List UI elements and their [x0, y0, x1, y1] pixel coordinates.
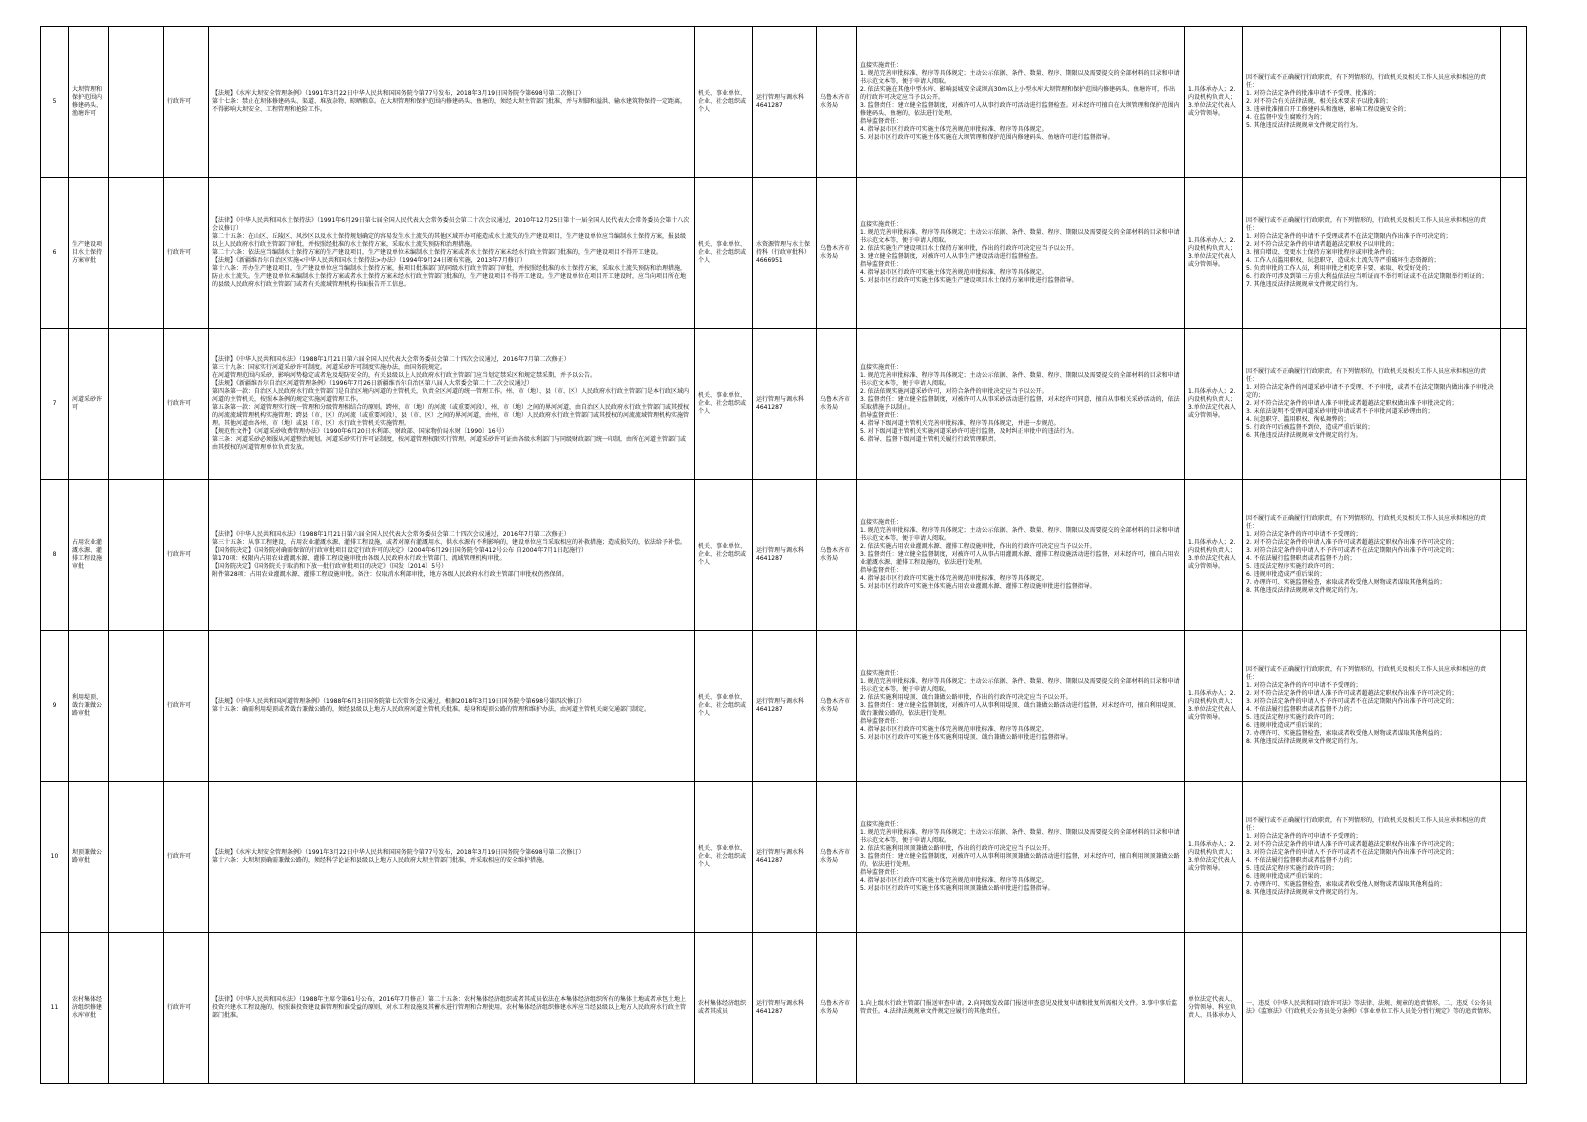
- responsible-person-cell: 1.具体承办人；2.内设机构负责人；3.单位法定代表人或分管领导。: [1185, 631, 1243, 782]
- text-line: 5. 对下级河道主管机关实施河道采砂许可进行监督，及时纠正审批中的违法行为。: [860, 428, 1078, 435]
- text-line: 第二十六条：依法应当编制水土保持方案的生产建设项目，生产建设单位未编制水土保持方案或者水土保持方案未经水行政主管部门批准的，生产建设项目不得开工建设。: [212, 249, 663, 256]
- implementing-agency-cell: 乌鲁木齐市水务局: [817, 27, 857, 178]
- text-line: 直接实施责任：: [860, 670, 903, 677]
- applicant-subject-cell: 机关、事业单位、企业、社会组织或个人: [695, 631, 753, 782]
- text-line: 2. 依法实施生产建设项目水土保持方案审批，作出的行政许可决定应当予以公开。: [860, 245, 1078, 252]
- text-line: 2. 对不符合法定条件的申请人准予许可或者超越法定职权作出准予许可决定的；: [1246, 539, 1458, 546]
- text-line: 5. 违反法定程序实施行政许可的；: [1246, 563, 1338, 570]
- serial-number-cell: 11: [41, 933, 69, 1084]
- text-line: 因不履行或不正确履行行政职责，有下列情形的，行政机关及相关工作人员应承担相应的责任：: [1246, 74, 1487, 89]
- legal-basis-cell: [209, 782, 695, 933]
- text-line: 指导监督责任：: [860, 869, 903, 876]
- serial-number-cell: 9: [41, 631, 69, 782]
- sub-item-cell: [109, 480, 164, 631]
- text-line: 5. 行政许可后被监督不到位，造成严重后果的；: [1246, 424, 1374, 431]
- text-line: 8. 其他违反法律法规规章文件规定的行为。: [1246, 587, 1362, 594]
- applicant-subject-cell: 机关、事业单位、企业、社会组织或个人: [695, 782, 753, 933]
- handling-department-cell: 运行管理与调水科 4641287: [753, 27, 817, 178]
- responsible-person-cell: 1.具体承办人；2.内设机构负责人；3.单位法定代表人或分管领导。: [1185, 178, 1243, 329]
- legal-basis-cell: [209, 178, 695, 329]
- text-line: 5. 对县市区行政许可实施主体实施利用坝顶兼做公路审批进行监督指导。: [860, 885, 1054, 892]
- table-row: [41, 178, 1527, 329]
- text-line: 附件第28项：占用农业灌溉水源、灌排工程设施审批。备注：仅取消水利部审批，地方各级人民政府水行政主管部门审批权仍然保留。: [212, 571, 568, 578]
- text-line: 【法规】《新疆维吾尔自治区实施<中华人民共和国水土保持法>办法》（1994年9月24日颁布实施，2013年7月修订）: [212, 257, 526, 264]
- text-line: 指导监督责任：: [860, 118, 903, 125]
- text-line: 指导监督责任：: [860, 567, 903, 574]
- text-line: 第170项：权限内占用农业灌溉水源、灌排工程设施审批由各级人民政府水行政主管部门、流域管理机构审批。: [212, 555, 506, 562]
- legal-basis-cell: [209, 480, 695, 631]
- text-line: 第十八条：开办生产建设项目，生产建设单位应当编制水土保持方案，报项目批准部门的同级水行政主管部门审批，并按照经批准的水土保持方案，采取水土流失预防和治理措施，防止水土流失。生产建设单位未编制水土保持方案或者水土保持方案未经水行政主管部门批准的，生产建设项目不得开工建设。生产建设单位在项目开工建设时，应当向项目所在地的县级人民政府水行政主管部门或者有关流域管理机构书面报告开工信息。: [212, 265, 687, 288]
- text-line: 4. 指导县市区行政许可实施主体完善规范审批标准、程序等具体规定。: [860, 726, 1048, 733]
- implementing-agency-cell: 乌鲁木齐市水务局: [817, 631, 857, 782]
- text-line: 3. 对符合法定条件的申请人不予许可或者不在法定期限内作出准予许可决定的；: [1246, 698, 1458, 705]
- table-row: [41, 933, 1527, 1084]
- item-name-cell: 河道采砂许可: [69, 329, 109, 480]
- text-line: 3. 对符合法定条件的申请人不予许可或者不在法定期限内作出准予许可决定的；: [1246, 547, 1458, 554]
- handling-department-cell: 运行管理与调水科 4641287: [753, 631, 817, 782]
- text-line: 3. 擅自增设、变更水土保持方案审批程序或审批条件的；: [1246, 249, 1398, 256]
- text-line: 4. 指导县市区行政许可实施主体完善规范审批标准、程序等具体规定。: [860, 126, 1048, 133]
- text-line: 第三十五条：从事工程建设，占用农业灌溉水源、灌排工程设施，或者对原有灌溉用水、供水水源有不利影响的，建设单位应当采取相应的补救措施；造成损失的，依法给予补偿。: [212, 539, 687, 546]
- text-line: 4. 不依法履行监督职责或者监督不力的；: [1246, 706, 1356, 713]
- text-line: 2. 依法依规实施河道采砂许可，对符合条件的审批决定应当予以公开。: [860, 388, 1048, 395]
- responsibility-cell: [857, 933, 1185, 1084]
- accountability-cell: [1243, 178, 1501, 329]
- text-line: 4. 指导县市区行政许可实施主体完善规范审批标准、程序等具体规定。: [860, 269, 1048, 276]
- text-line: 第十五条：确需利用堤顶或者戗台兼做公路的，须经县级以上地方人民政府河道主管机关批准。堤身和堤顶公路的管理和维护办法，由河道主管机关商交通部门制定。: [212, 706, 651, 713]
- text-line: 因不履行或不正确履行行政职责，有下列情形的，行政机关及相关工作人员应承担相应的责任：: [1246, 817, 1487, 832]
- table-row: [41, 782, 1527, 933]
- text-line: 4. 指导县市区行政许可实施主体完善规范审批标准、程序等具体规定。: [860, 877, 1048, 884]
- text-line: 因不履行或不正确履行行政职责，有下列情形的，行政机关及相关工作人员应承担相应的责任：: [1246, 666, 1487, 681]
- table-row: [41, 480, 1527, 631]
- remarks-cell: [1501, 631, 1527, 782]
- text-line: 1. 规范完善审批标准、程序等具体规定；主动公示依据、条件、数量、程序、期限以及需要提交的全部材料的目录和申请书示范文本等，便于申请人阅取。: [860, 829, 1180, 844]
- text-line: 指导监督责任：: [860, 261, 903, 268]
- text-line: 1. 对符合法定条件的许可申请不予受理的；: [1246, 833, 1362, 840]
- text-line: 5. 违反法定程序实施行政许可的；: [1246, 865, 1338, 872]
- text-line: 因不履行或不正确履行行政职责，有下列情形的，行政机关及相关工作人员应承担相应的责任：: [1246, 515, 1487, 530]
- text-line: 3. 监督责任：建立健全监督制度，对被许可人从事占用灌溉水源、灌排工程设施活动进行监督，对未经许可，擅自占用农业灌溉水源、灌排工程设施的，依法进行处理。: [860, 551, 1180, 566]
- text-line: 第五条第一款：河道管理实行统一管理和分级管理相结合的原则。跨州、市（地）的河流（或重要河段），州、市（地）之间的界河河道，由自治区人民政府水行政主管部门或其授权的河流流域管理机构实施管理；跨县（市、区）的河流（或重要河段），县（市、区）之间的界河河道，由州、市（地）人民政府水行政主管部门或其授权的河流流域管理机构实施管理。其他河道由各州、市（地）或县（市、区）水行政主管机关实施管理。: [212, 404, 690, 427]
- item-name-cell: 占用农业灌溉水源、灌排工程设施审批: [69, 480, 109, 631]
- responsibility-cell: [857, 480, 1185, 631]
- serial-number-cell: 8: [41, 480, 69, 631]
- text-line: 5. 对县市区行政许可实施主体实施占用农业灌溉水源、灌排工程设施审批进行监督指导。: [860, 583, 1096, 590]
- text-line: 直接实施责任：: [860, 364, 903, 371]
- text-line: 1. 对符合法定条件的批准申请不予受理、批准的；: [1246, 90, 1380, 97]
- handling-department-cell: 运行管理与调水科 4641287: [753, 933, 817, 1084]
- text-line: 【法律】《中华人民共和国水土保持法》（1991年6月29日第七届全国人民代表大会常务委员会第二十次会议通过，2010年12月25日第十一届全国人民代表大会常务委员会第十八次会议修订）: [212, 217, 690, 232]
- responsibility-cell: [857, 782, 1185, 933]
- applicant-subject-cell: 机关、事业单位、企业、社会组织或个人: [695, 178, 753, 329]
- text-line: 2. 对不符合法定条件的申请人准予许可或者超越法定职权作出准予许可决定的；: [1246, 690, 1458, 697]
- applicant-subject-cell: 机关、事业单位、企业、社会组织或个人: [695, 480, 753, 631]
- serial-number-cell: 6: [41, 178, 69, 329]
- sub-item-cell: [109, 178, 164, 329]
- implementing-agency-cell: 乌鲁木齐市水务局: [817, 933, 857, 1084]
- text-line: 4. 指导县市区行政许可实施主体完善规范审批标准、程序等具体规定。: [860, 575, 1048, 582]
- text-line: 3. 未依法说明不受理河道采砂审批申请或者不予审批河道采砂理由的；: [1246, 408, 1434, 415]
- implementing-agency-cell: 乌鲁木齐市水务局: [817, 178, 857, 329]
- handling-department-cell: 运行管理与调水科 4641287: [753, 782, 817, 933]
- text-line: 6. 违规审批造成严重后果的；: [1246, 873, 1326, 880]
- text-line: 【法规】《水库大坝安全管理条例》（1991年3月22日中华人民共和国国务院令第77号发布，2018年3月19日国务院令第698号第二次修订）: [212, 849, 585, 856]
- text-line: 直接实施责任：: [860, 62, 903, 69]
- responsible-person-cell: 1.具体承办人；2.内设机构负责人；3.单位法定代表人或分管领导。: [1185, 329, 1243, 480]
- text-line: 【法规】《中华人民共和国河道管理条例》（1988年6月3日国务院第七次常务会议通过，根据2018年3月19日国务院令第698号第四次修订）: [212, 698, 586, 705]
- text-line: 1. 对符合法定条件的河道采砂申请不予受理、不予审批，或者不在法定期限内做出准予审批决定的；: [1246, 384, 1494, 399]
- text-line: 第二十五条：在山区、丘陵区、风沙区以及水土保持规划确定的容易发生水土流失的其他区域开办可能造成水土流失的生产建设项目，生产建设单位应当编制水土保持方案，报县级以上人民政府水行政主管部门审批，并按照经批准的水土保持方案，采取水土流失预防和治理措施。: [212, 233, 687, 248]
- text-line: 5. 负责审批的工作人员，利用审批之机吃拿卡要、索取、收受好处的；: [1246, 265, 1434, 272]
- text-line: 2. 依法实施利用堤顶、戗台兼做公路审批，作出的行政许可决定应当予以公开。: [860, 694, 1072, 701]
- responsible-person-cell: 1.具体承办人；2.内设机构负责人；3.单位法定代表人或分管领导。: [1185, 782, 1243, 933]
- text-line: 5. 对县市区行政许可实施主体实施利用堤顶、戗台兼做公路审批进行监督指导。: [860, 734, 1072, 741]
- text-line: 第十七条：禁止在坝体修建码头、渠道、堆放杂物、晾晒粮草。在大坝管理和保护范围内修建码头、鱼塘的，须经大坝主管部门批准，并与坝脚和溢洪、输水建筑物保持一定距离，不得影响大坝安全、工程管理和抢险工作。: [212, 98, 687, 113]
- text-line: 第三条：河道采砂必须服从河道整治规划。河道采砂实行许可证制度，按河道管理权限实行管理。河道采砂许可证由各级水利部门与同级财政部门统一印制，由所在河道主管部门或由其授权的河道管理单位负责发放。: [212, 436, 687, 451]
- remarks-cell: [1501, 933, 1527, 1084]
- applicant-subject-cell: 机关、事业单位、企业、社会组织或个人: [695, 27, 753, 178]
- text-line: 【法规】《水库大坝安全管理条例》（1991年3月22日中华人民共和国国务院令第77号发布，2018年3月19日国务院令第698号第二次修订）: [212, 90, 585, 97]
- remarks-cell: [1501, 27, 1527, 178]
- text-line: 【国务院决定】《国务院对确需保留的行政审批项目设定行政许可的决定》（2004年6月29日国务院令第412号公布 自2004年7月1日起施行）: [212, 547, 587, 554]
- text-line: 3. 监督责任：建立健全监督制度，对被许可人从事利用坝顶兼做公路活动进行监督，对未经许可，擅自利用坝顶兼做公路的，依法进行处理。: [860, 853, 1180, 868]
- text-line: 6. 行政许可涉及到第三方重大利益依法应当听证而不举行听证或不在法定期限举行听证的；: [1246, 273, 1488, 280]
- text-line: 6. 其他违反法律法规规章文件规定的行为。: [1246, 432, 1362, 439]
- remarks-cell: [1501, 178, 1527, 329]
- sub-item-cell: [109, 782, 164, 933]
- text-line: 1. 规范完善审批标准、程序等具体规定；主动公示依据、条件、数量、程序、期限以及需要提交的全部材料的目录和申请书示范文本等，便于申请人阅取。: [860, 70, 1180, 85]
- responsibility-cell: [857, 631, 1185, 782]
- text-line: 第三十九条：国家实行河道采砂许可制度。河道采砂许可制度实施办法，由国务院规定。: [212, 364, 447, 371]
- text-line: 3. 监督责任：建立健全监督制度，对被许可人从事行政许可活动进行监督检查。对未经许可擅自在大坝管理和保护范围内修建码头、鱼塘的，依法进行处理。: [860, 102, 1180, 117]
- text-line: 8. 其他违反法律法规规章文件规定的行为。: [1246, 889, 1362, 896]
- remarks-cell: [1501, 782, 1527, 933]
- text-line: 5. 违反法定程序实施行政许可的；: [1246, 714, 1338, 721]
- applicant-subject-cell: 农村集体经济组织或者其成员: [695, 933, 753, 1084]
- text-line: 【国务院决定】《国务院关于取消和下放一批行政审批项目的决定》（国发〔2014〕5号）: [212, 563, 448, 570]
- accountability-cell: [1243, 480, 1501, 631]
- text-line: 4. 玩忽职守、滥用职权、徇私舞弊的；: [1246, 416, 1350, 423]
- accountability-cell: [1243, 27, 1501, 178]
- text-line: 4. 在监督中发生腐败行为的；: [1246, 114, 1326, 121]
- text-line: 指导监督责任：: [860, 412, 903, 419]
- responsible-person-cell: 1.具体承办人；2.内设机构负责人；3.单位法定代表人或分管领导。: [1185, 480, 1243, 631]
- item-type-cell: 行政许可: [164, 631, 209, 782]
- sub-item-cell: [109, 329, 164, 480]
- text-line: 第十六条：大坝坝顶确需兼做公路的，须经科学论证和县级以上地方人民政府大坝主管部门批准，并采取相应的安全维护措施。: [212, 857, 549, 864]
- text-line: 1. 对符合法定条件的许可申请不予受理的；: [1246, 682, 1362, 689]
- table-row: [41, 631, 1527, 782]
- text-line: 7. 办理许可、实施监督检查，索取或者收受他人财物或者谋取其他利益的；: [1246, 579, 1446, 586]
- accountability-cell: [1243, 631, 1501, 782]
- text-line: 6. 违规审批造成严重后果的；: [1246, 571, 1326, 578]
- text-line: 1. 规范完善审批标准、程序等具体规定；主动公示依据、条件、数量、程序、期限以及需要提交的全部材料的目录和申请书示范文本等，便于申请人阅取。: [860, 229, 1180, 244]
- text-line: 【法律】《中华人民共和国水法》（1988年主席令第61号公布，2016年7月修正）第二十五条：农村集体经济组织或者其成员依法在本集体经济组织所有的集体土地或者承包土地上投资兴建水工程设施的，按照谁投资建设谁管理和谁受益的原则，对水工程设施及其蓄水进行管理和合理使用。农村集体经济组织修建水库应当经县级以上地方人民政府水行政主管部门批准。: [212, 996, 687, 1019]
- text-line: 2. 对不符合法定条件的申请人准予许可或者超越法定职权作出准予许可决定的；: [1246, 841, 1458, 848]
- text-line: 1. 规范完善审批标准、程序等具体规定；主动公示依据、条件、数量、程序、期限以及需要提交的全部材料的目录和申请书示范文本等，便于申请人阅取。: [860, 678, 1180, 693]
- text-line: 【法律】《中华人民共和国水法》（1988年1月21日第六届全国人民代表大会常务委员会第二十四次会议通过，2016年7月第二次修正）: [212, 531, 570, 538]
- accountability-cell: [1243, 782, 1501, 933]
- text-line: 7. 办理许可、实施监督检查，索取或者收受他人财物或者谋取其他利益的；: [1246, 730, 1446, 737]
- text-line: 7. 其他违反法律法规规章文件规定的行为。: [1246, 281, 1362, 288]
- text-line: 8. 其他违反法律法规规章文件规定的行为。: [1246, 738, 1362, 745]
- handling-department-cell: 水资源管理与水土保持科（行政审批科）4666951: [753, 178, 817, 329]
- responsibility-cell: [857, 178, 1185, 329]
- applicant-subject-cell: 机关、事业单位、企业、社会组织或个人: [695, 329, 753, 480]
- serial-number-cell: 10: [41, 782, 69, 933]
- text-line: 直接实施责任：: [860, 519, 903, 526]
- responsibility-cell: [857, 27, 1185, 178]
- text-line: 2. 依法实施占用农业灌溉水源、灌排工程设施审批，作出的行政许可决定应当予以公开。: [860, 543, 1096, 550]
- text-line: 4. 不依法履行监督职责或者监督不力的；: [1246, 857, 1356, 864]
- text-line: 在河道管理范围内采砂，影响河势稳定或者危及堤防安全的，有关县级以上人民政府水行政主管部门应当划定禁采区和规定禁采期，并予以公告。: [212, 372, 597, 379]
- item-type-cell: 行政许可: [164, 27, 209, 178]
- legal-basis-cell: [209, 631, 695, 782]
- text-line: 第四条第一款：自治区人民政府水行政主管部门是自治区境内河道的主管机关，负责全区河道的统一管理工作。州、市（地）、县（市、区）人民政府水行政主管部门是本行政区域内河道的主管机关，按照本条例的规定实施河道管理工作。: [212, 388, 690, 403]
- serial-number-cell: 5: [41, 27, 69, 178]
- text-line: 4. 不依法履行监督职责或者监督不力的；: [1246, 555, 1356, 562]
- text-line: 2. 对不符合有关法律法规、相关技术要求予以批准的；: [1246, 98, 1392, 105]
- text-line: 因不履行或不正确履行行政职责，有下列情形的，行政机关及相关工作人员应承担相应的责任：: [1246, 217, 1487, 232]
- legal-basis-cell: [209, 329, 695, 480]
- text-line: 3. 违章批准擅自开工修建码头和渔塘，影响工程设施安全的；: [1246, 106, 1410, 113]
- text-line: 3. 对符合法定条件的申请人不予许可或者不在法定期限内作出准予许可决定的；: [1246, 849, 1458, 856]
- text-line: 5. 对县市区行政许可实施主体实施生产建设项目水土保持方案审批进行监督指导。: [860, 277, 1078, 284]
- text-line: 【法律】《中华人民共和国水法》（1988年1月21日第六届全国人民代表大会常务委员会第二十四次会议通过，2016年7月第二次修正）: [212, 356, 570, 363]
- text-line: 6. 违规审批造成严重后果的；: [1246, 722, 1326, 729]
- text-line: 1. 规范完善审批标准、程序等具体规定；主动公示依据、条件、数量、程序、期限以及需要提交的全部材料的目录和申请书示范文本等，便于申请人阅取。: [860, 372, 1180, 387]
- text-line: 3. 监督责任：建立健全监督制度，对被许可人从事采砂活动进行监督，对未经许可同意，擅自从事相关采砂活动的，依法采取措施予以制止。: [860, 396, 1180, 411]
- text-line: 1. 对符合法定条件的许可申请不予受理的；: [1246, 531, 1362, 538]
- item-type-cell: 行政许可: [164, 178, 209, 329]
- item-type-cell: 行政许可: [164, 329, 209, 480]
- handling-department-cell: 运行管理与调水科 4641287: [753, 480, 817, 631]
- responsibility-cell: [857, 329, 1185, 480]
- text-line: 3. 监督责任：建立健全监督制度，对被许可人从事利用堤顶、戗台兼做公路活动进行监督，对未经许可，擅自利用堤顶、戗台兼做公路的，依法进行处理。: [860, 702, 1180, 717]
- item-name-cell: 大坝管理和保护范围内修建码头、渔塘许可: [69, 27, 109, 178]
- accountability-cell: [1243, 329, 1501, 480]
- sub-item-cell: [109, 631, 164, 782]
- text-line: 5. 其他违反法律法规规章文件规定的行为。: [1246, 122, 1362, 129]
- table-row: [41, 27, 1527, 178]
- text-line: 4. 工作人员滥用职权、玩忽职守，造成水土流失等严重破坏生态资源的；: [1246, 257, 1440, 264]
- text-line: 6. 指导、监督下级河道主管机关履行行政管理职责。: [860, 436, 1000, 443]
- text-line: 直接实施责任：: [860, 221, 903, 228]
- legal-basis-cell: [209, 933, 695, 1084]
- item-type-cell: 行政许可: [164, 480, 209, 631]
- text-line: 1. 对符合法定条件的申请不予受理或者不在法定期限内作出准予许可决定的；: [1246, 233, 1452, 240]
- text-line: 7. 办理许可、实施监督检查，索取或者收受他人财物或者谋取其他利益的；: [1246, 881, 1446, 888]
- item-type-cell: 行政许可: [164, 782, 209, 933]
- table-row: [41, 329, 1527, 480]
- text-line: 指导监督责任：: [860, 718, 903, 725]
- text-line: 2. 依法实施在其他中型水库、影响县城安全或坝高30m以上小型水库大坝管理和保护范围内修建码头、鱼塘许可，作出的行政许可决定应当予以公开。: [860, 86, 1176, 101]
- text-line: 因不履行或不正确履行行政职责，有下列情形的，行政机关及相关工作人员应承担相应的责任：: [1246, 368, 1487, 383]
- item-name-cell: 生产建设项目水土保持方案审批: [69, 178, 109, 329]
- text-line: 直接实施责任：: [860, 821, 903, 828]
- responsible-person-cell: 单位法定代表人、分管领导、科室负责人、具体承办人: [1185, 933, 1243, 1084]
- text-line: 2. 对不符合法定条件的申请者超越法定职权予以审批的；: [1246, 241, 1398, 248]
- responsible-person-cell: 1.具体承办人；2.内设机构负责人；3.单位法定代表人或分管领导。: [1185, 27, 1243, 178]
- accountability-cell: [1243, 933, 1501, 1084]
- text-line: 【规范性文件】《河道采砂收费管理办法》（1990年6月20日水利部、财政部、国家物价局水财〔1990〕16号）: [212, 428, 508, 435]
- handling-department-cell: 运行管理与调水科 4641287: [753, 329, 817, 480]
- text-line: 【法规】《新疆维吾尔自治区河道管理条例》（1996年7月26日新疆维吾尔自治区第八届人大常委会第二十二次会议通过）: [212, 380, 533, 387]
- text-line: 4. 指导下级河道主管机关完善审批标准、程序等具体规定，并进一步规范。: [860, 420, 1060, 427]
- sub-item-cell: [109, 933, 164, 1084]
- text-line: 2. 依法实施利用坝顶兼做公路审批，作出的行政许可决定应当予以公开。: [860, 845, 1054, 852]
- text-line: 1. 规范完善审批标准、程序等具体规定；主动公示依据、条件、数量、程序、期限以及需要提交的全部材料的目录和申请书示范文本等，便于申请人阅取。: [860, 527, 1180, 542]
- implementing-agency-cell: 乌鲁木齐市水务局: [817, 782, 857, 933]
- implementing-agency-cell: 乌鲁木齐市水务局: [817, 480, 857, 631]
- text-line: 2. 对不符合法定条件的申请人准予审批或者超越法定职权做出准予审批决定的；: [1246, 400, 1458, 407]
- text-line: 3. 建立健全监督制度，对被许可人从事生产建设活动进行监督检查。: [860, 253, 1042, 260]
- serial-number-cell: 7: [41, 329, 69, 480]
- text-line: 1.向上级水行政主管部门报送审查申请。2.向同级发改部门报送审查意见及批复申请和批复所需相关文件。3.事中事后监管责任。4.法律法规规章文件规定应履行的其他责任。: [860, 1000, 1178, 1015]
- implementing-agency-cell: 乌鲁木齐市水务局: [817, 329, 857, 480]
- item-name-cell: 坝顶兼做公路审批: [69, 782, 109, 933]
- remarks-cell: [1501, 329, 1527, 480]
- table-body: [41, 27, 1527, 1084]
- text-line: 一、违反《中华人民共和国行政许可法》等法律、法规、规章的追责情形。二、违反《公务员法》《监察法》《行政机关公务员处分条例》《事业单位工作人员处分暂行规定》等的追责情形。: [1246, 1000, 1496, 1015]
- item-type-cell: 行政许可: [164, 933, 209, 1084]
- remarks-cell: [1501, 480, 1527, 631]
- responsibility-table: [40, 26, 1527, 1084]
- text-line: 5. 对县市区行政许可实施主体实施在大坝管理和保护范围内修建码头、鱼塘许可进行监督指导。: [860, 134, 1114, 141]
- item-name-cell: 利用堤顶、戗台兼做公路审批: [69, 631, 109, 782]
- legal-basis-cell: [209, 27, 695, 178]
- item-name-cell: 农村集体经济组织修建水库审批: [69, 933, 109, 1084]
- sub-item-cell: [109, 27, 164, 178]
